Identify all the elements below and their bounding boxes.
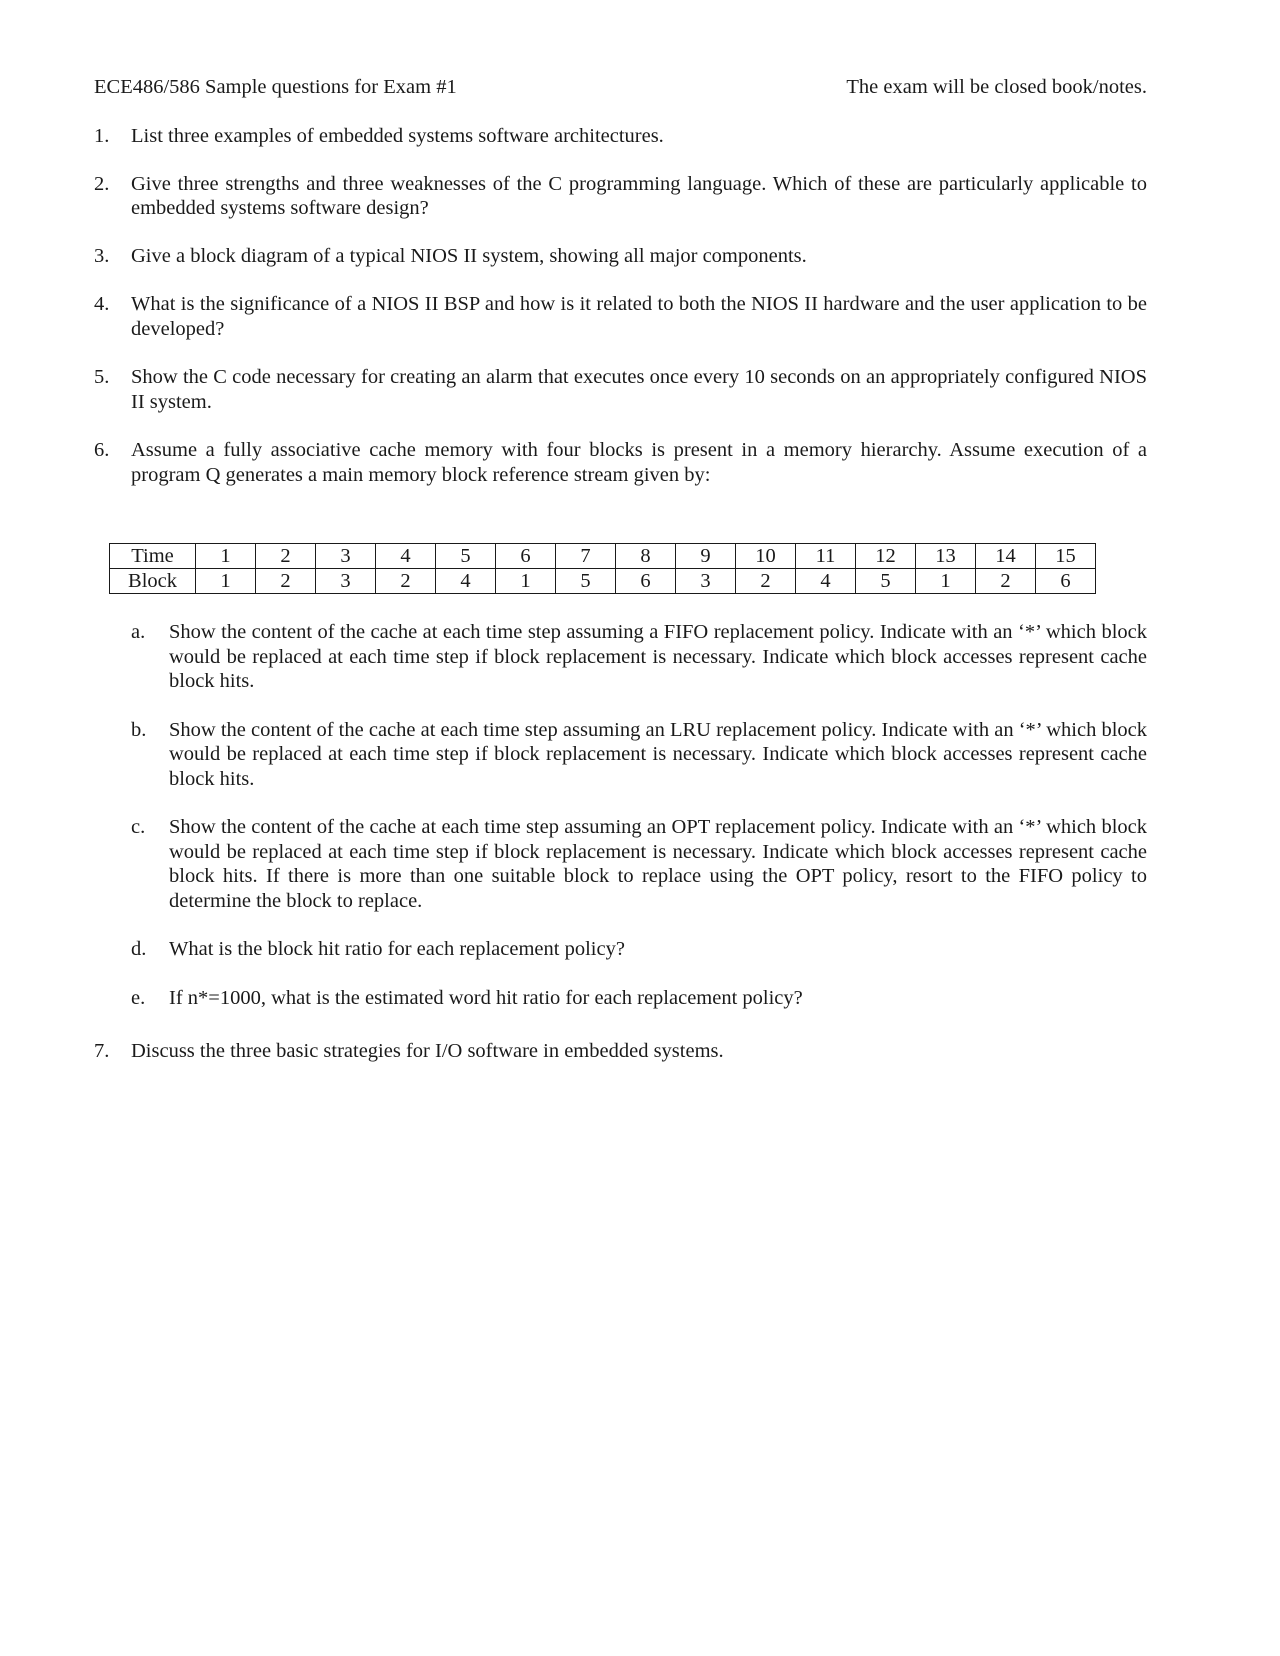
question-number: 2. (94, 172, 110, 195)
subquestion-text: Show the content of the cache at each time step assuming an LRU replacement policy. Indicate with an ‘*’ which block would be replaced at each time step if block replacement is necessary. Indicate which block accesses represent cache block hits. (169, 718, 1147, 790)
subquestion-letter: a. (131, 621, 146, 643)
page-header (94, 75, 1147, 100)
question-number: 5. (94, 366, 110, 388)
question-text: List three examples of embedded systems software architectures. (131, 125, 664, 147)
time-cell: 9 (676, 544, 736, 569)
block-cell: 5 (556, 569, 616, 594)
question-number: 7. (94, 1040, 110, 1062)
question-6 (94, 438, 1147, 487)
subquestion-c (131, 815, 1147, 913)
block-cell: 6 (616, 569, 676, 594)
question-number: 1. (94, 125, 110, 147)
subquestion-text: If n*=1000, what is the estimated word hit ratio for each replacement policy? (169, 986, 803, 1009)
block-cell: 1 (196, 569, 256, 594)
reference-stream-table (109, 543, 1096, 594)
row-label-time: Time (110, 544, 196, 569)
question-7 (94, 1039, 1147, 1064)
block-cell: 3 (676, 569, 736, 594)
question-text: Assume a fully associative cache memory with four blocks is present in a memory hierarchy. Assume execution of a program Q generates a main memory block reference stream given by: (131, 439, 1147, 486)
block-row (110, 569, 1096, 594)
time-cell: 13 (916, 544, 976, 569)
subquestion-letter: b. (131, 718, 147, 741)
question-list (94, 124, 1147, 487)
question-number: 3. (94, 244, 110, 267)
subquestion-list (131, 620, 1147, 1010)
question-number: 6. (94, 439, 110, 461)
question-number: 4. (94, 293, 110, 315)
exam-note: The exam will be closed book/notes. (846, 76, 1147, 98)
time-cell: 10 (736, 544, 796, 569)
row-label-block: Block (110, 569, 196, 594)
block-cell: 4 (436, 569, 496, 594)
block-cell: 2 (376, 569, 436, 594)
block-cell: 2 (736, 569, 796, 594)
subquestion-b (131, 718, 1147, 792)
question-5 (94, 365, 1147, 414)
time-cell: 5 (436, 544, 496, 569)
time-cell: 11 (796, 544, 856, 569)
document-title: ECE486/586 Sample questions for Exam #1 (94, 76, 457, 98)
time-cell: 8 (616, 544, 676, 569)
time-cell: 15 (1036, 544, 1096, 569)
block-cell: 5 (856, 569, 916, 594)
time-cell: 4 (376, 544, 436, 569)
subquestion-letter: c. (131, 816, 146, 838)
question-text: Discuss the three basic strategies for I/O software in embedded systems. (131, 1040, 724, 1062)
subquestion-text: What is the block hit ratio for each replacement policy? (169, 938, 625, 960)
time-cell: 3 (316, 544, 376, 569)
time-cell: 2 (256, 544, 316, 569)
time-cell: 14 (976, 544, 1036, 569)
subquestion-letter: e. (131, 986, 146, 1009)
time-cell: 1 (196, 544, 256, 569)
subquestion-text: Show the content of the cache at each time step assuming an OPT replacement policy. Indicate with an ‘*’ which block would be replaced at each time step if block replacement is necessary. Indicate which block accesses represent cache block hits. If there is more than one suitable block to replace using the OPT policy, resort to the FIFO policy to determine the block to replace. (169, 816, 1147, 912)
block-cell: 2 (256, 569, 316, 594)
question-2 (94, 172, 1147, 221)
block-cell: 3 (316, 569, 376, 594)
subquestion-letter: d. (131, 938, 147, 960)
question-text: Give three strengths and three weaknesses of the C programming language. Which of these are particularly applicable to embedded systems software design? (131, 172, 1147, 219)
time-row (110, 544, 1096, 569)
time-cell: 12 (856, 544, 916, 569)
time-cell: 6 (496, 544, 556, 569)
block-cell: 1 (496, 569, 556, 594)
subquestion-e (131, 986, 1147, 1011)
time-cell: 7 (556, 544, 616, 569)
block-cell: 6 (1036, 569, 1096, 594)
block-cell: 2 (976, 569, 1036, 594)
question-text: Give a block diagram of a typical NIOS II system, showing all major components. (131, 244, 807, 267)
question-text: Show the C code necessary for creating an alarm that executes once every 10 seconds on an appropriately configured NIOS II system. (131, 366, 1147, 413)
question-3 (94, 244, 1147, 269)
question-text: What is the significance of a NIOS II BSP and how is it related to both the NIOS II hardware and the user application to be developed? (131, 293, 1147, 340)
subquestion-text: Show the content of the cache at each time step assuming a FIFO replacement policy. Indicate with an ‘*’ which block would be replaced at each time step if block replacement is necessary. Indicate which block accesses represent cache block hits. (169, 621, 1147, 692)
question-4 (94, 292, 1147, 341)
subquestion-d (131, 937, 1147, 962)
block-cell: 1 (916, 569, 976, 594)
subquestion-a (131, 620, 1147, 694)
block-cell: 4 (796, 569, 856, 594)
question-1 (94, 124, 1147, 149)
